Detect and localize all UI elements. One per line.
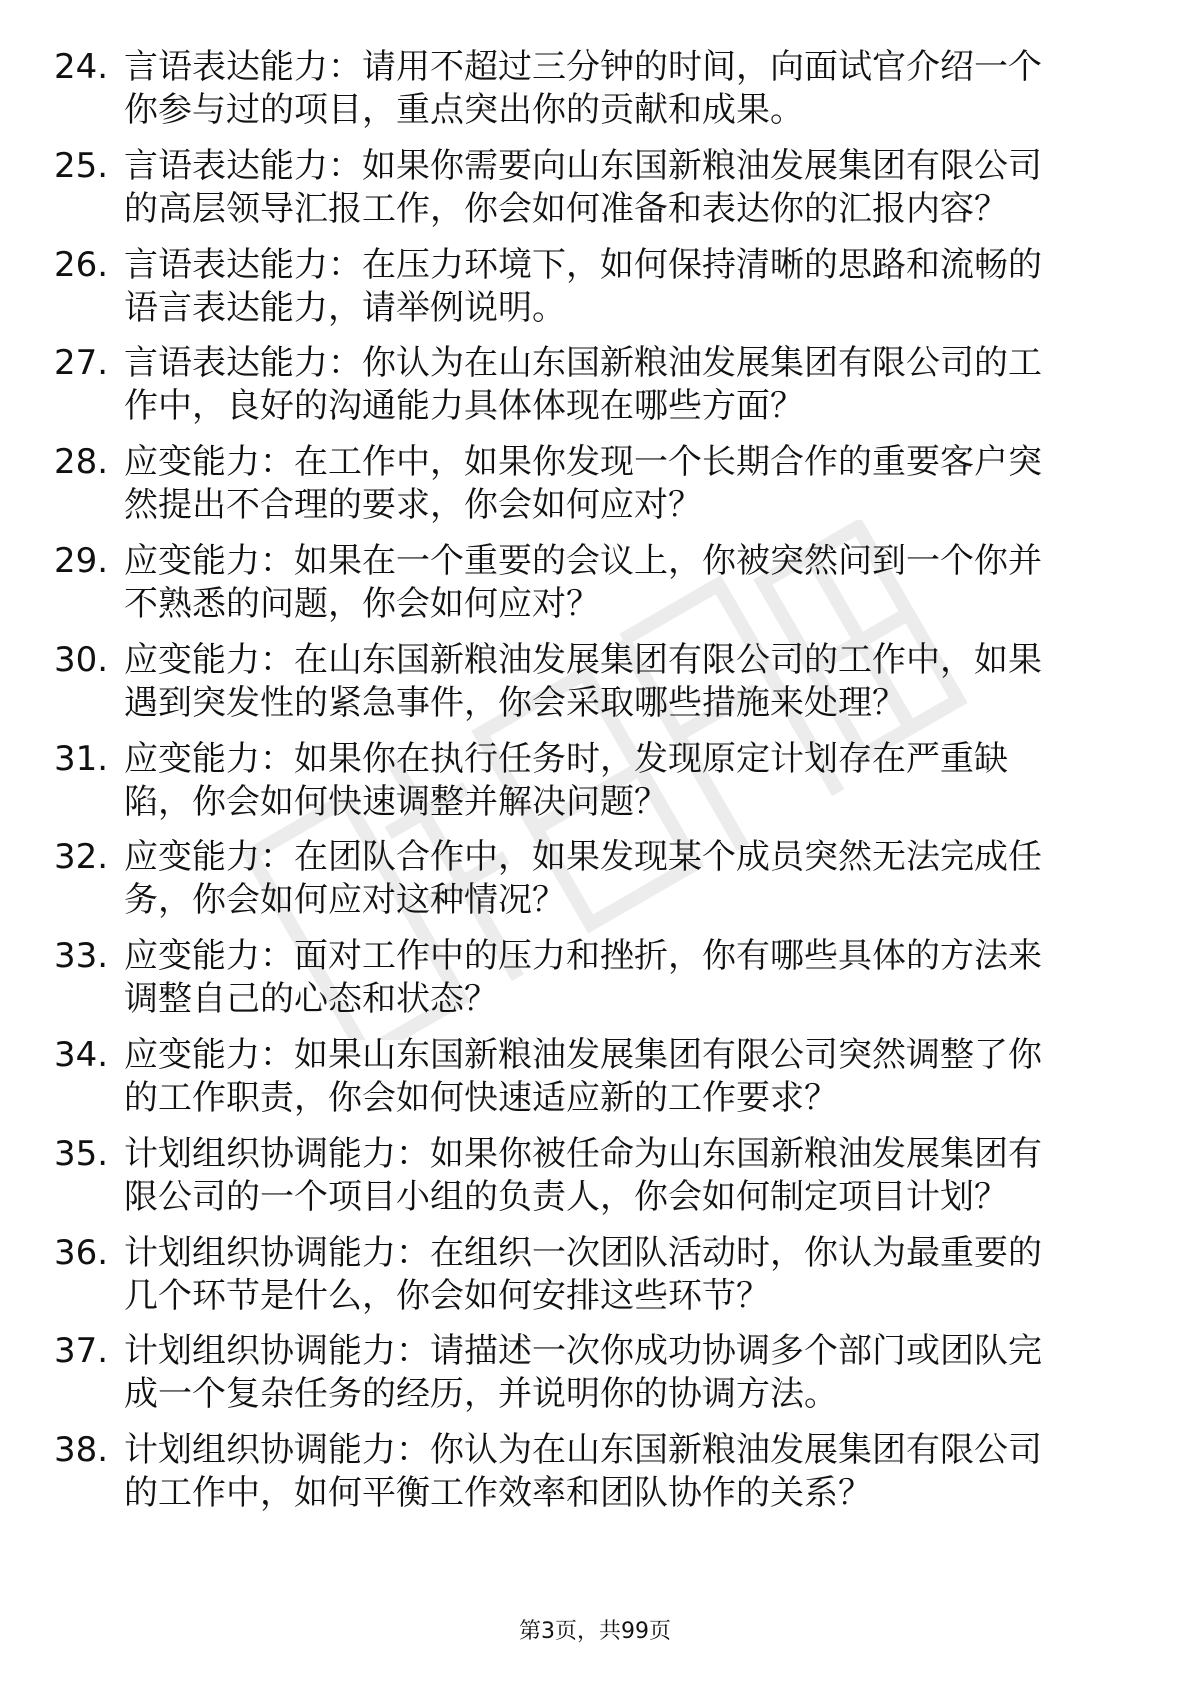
question-number: 37. xyxy=(54,1331,109,1372)
question-text: 应变能力：如果山东国新粮油发展集团有限公司突然调整了你的工作职责，你会如何快速适应新的工作要求？ xyxy=(124,1034,1042,1118)
question-number: 27. xyxy=(54,343,109,384)
question-number: 32. xyxy=(54,837,109,878)
list-item xyxy=(54,935,1144,1034)
list-item xyxy=(54,1330,1144,1429)
list-item xyxy=(54,145,1144,244)
question-number: 34. xyxy=(54,1034,109,1075)
question-text: 计划组织协调能力：如果你被任命为山东国新粮油发展集团有限公司的一个项目小组的负责人，你会如何制定项目计划？ xyxy=(124,1133,1042,1217)
question-number: 30. xyxy=(54,639,109,680)
question-number: 26. xyxy=(54,244,109,285)
question-text: 应变能力：在工作中，如果你发现一个长期合作的重要客户突然提出不合理的要求，你会如何应对？ xyxy=(124,442,1042,526)
question-number: 28. xyxy=(54,442,109,483)
question-text: 计划组织协调能力：在组织一次团队活动时，你认为最重要的几个环节是什么，你会如何安排这些环节？ xyxy=(124,1232,1042,1316)
question-number: 25. xyxy=(54,145,109,186)
question-number: 24. xyxy=(54,47,109,87)
question-text: 应变能力：在山东国新粮油发展集团有限公司的工作中，如果遇到突发性的紧急事件，你会采取哪些措施来处理？ xyxy=(124,639,1042,723)
page-footer: 第3页，共99页 xyxy=(519,1619,671,1644)
list-item xyxy=(54,441,1144,540)
list-item xyxy=(54,1232,1144,1331)
question-list xyxy=(54,46,1144,1528)
question-number: 36. xyxy=(54,1232,109,1273)
list-item xyxy=(54,244,1144,343)
question-number: 35. xyxy=(54,1133,109,1174)
question-text: 应变能力：如果你在执行任务时，发现原定计划存在严重缺陷，你会如何快速调整并解决问题？ xyxy=(124,738,1008,822)
list-item xyxy=(54,540,1144,639)
question-text: 计划组织协调能力：你认为在山东国新粮油发展集团有限公司的工作中，如何平衡工作效率和团队协作的关系？ xyxy=(124,1430,1042,1514)
question-text: 言语表达能力：请用不超过三分钟的时间，向面试官介绍一个你参与过的项目，重点突出你的贡献和成果。 xyxy=(124,47,1042,130)
question-text: 言语表达能力：在压力环境下，如何保持清晰的思路和流畅的语言表达能力，请举例说明。 xyxy=(124,244,1042,328)
list-item xyxy=(54,639,1144,738)
question-text: 言语表达能力：你认为在山东国新粮油发展集团有限公司的工作中，良好的沟通能力具体体现在哪些方面？ xyxy=(124,343,1042,427)
list-item xyxy=(54,738,1144,837)
list-item xyxy=(54,836,1144,935)
question-number: 33. xyxy=(54,936,109,977)
question-text: 应变能力：如果在一个重要的会议上，你被突然问到一个你并不熟悉的问题，你会如何应对？ xyxy=(124,540,1042,624)
question-text: 应变能力：面对工作中的压力和挫折，你有哪些具体的方法来调整自己的心态和状态？ xyxy=(124,936,1042,1020)
list-item xyxy=(54,1133,1144,1232)
list-item xyxy=(54,342,1144,441)
question-number: 31. xyxy=(54,738,109,779)
question-text: 应变能力：在团队合作中，如果发现某个成员突然无法完成任务，你会如何应对这种情况？ xyxy=(124,837,1042,921)
list-item xyxy=(54,1429,1144,1528)
question-number: 38. xyxy=(54,1430,109,1471)
question-text: 言语表达能力：如果你需要向山东国新粮油发展集团有限公司的高层领导汇报工作，你会如何准备和表达你的汇报内容？ xyxy=(124,145,1042,229)
question-number: 29. xyxy=(54,540,109,581)
question-text: 计划组织协调能力：请描述一次你成功协调多个部门或团队完成一个复杂任务的经历，并说明你的协调方法。 xyxy=(124,1331,1042,1415)
list-item xyxy=(54,46,1144,145)
list-item xyxy=(54,1034,1144,1133)
